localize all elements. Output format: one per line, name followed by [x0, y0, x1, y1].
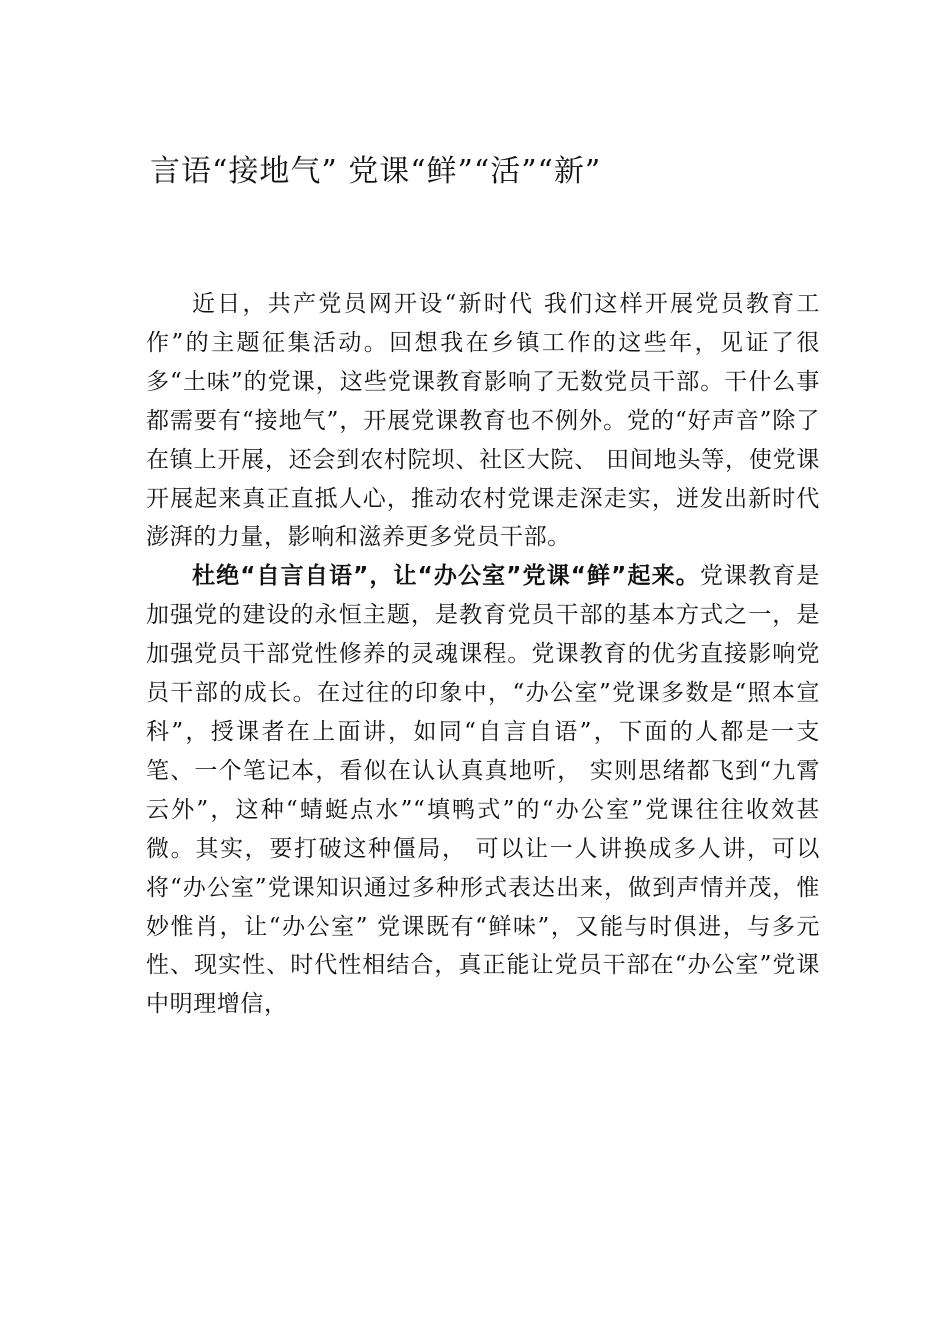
document-body	[146, 285, 820, 1024]
paragraph-office-lecture	[146, 557, 820, 1024]
paragraph-intro	[146, 285, 820, 557]
document-title: 言语“接地气” 党课“鲜”“活”“新”	[150, 154, 602, 189]
paragraph-text: 党课教育是加强党的建设的永恒主题，是教育党员干部的基本方式之一，是加强党员干部党性修养的灵魂课程。党课教育的优劣直接影响党员干部的成长。在过往的印象中，“办公室”党课多数是“照本宣科”，授课者在上面讲，如同“自言自语”，下面的人都是一支笔、一个笔记本，看似在认认真真地听， 实则思绪都飞到“九霄云外”，这种“蜻蜓点水”“填鸭式”的“办公室”党课往往收效甚微。其实，要打破这种僵局， 可以让一人讲换成多人讲，可以将“办公室”党课知识通过多种形式表达出来，做到声情并茂，惟妙惟肖，让“办公室” 党课既有“鲜味”，又能与时俱进，与多元性、现实性、时代性相结合，真正能让党员干部在“办公室”党课中明理增信，	[146, 563, 821, 1018]
paragraph-lead: 杜绝“自言自语”，让“办公室”党课“鲜”起来。	[192, 563, 700, 590]
paragraph-text: 近日，共产党员网开设“新时代 我们这样开展党员教育工作”的主题征集活动。回想我在乡镇工作的这些年，见证了很多“土味”的党课，这些党课教育影响了无数党员干部。干什么事都需要有“接地气”，开展党课教育也不例外。党的“好声音”除了在镇上开展，还会到农村院坝、社区大院、 田间地头等，使党课开展起来真正直抵人心，推动农村党课走深走实，迸发出新时代澎湃的力量，影响和滋养更多党员干部。	[146, 291, 820, 551]
